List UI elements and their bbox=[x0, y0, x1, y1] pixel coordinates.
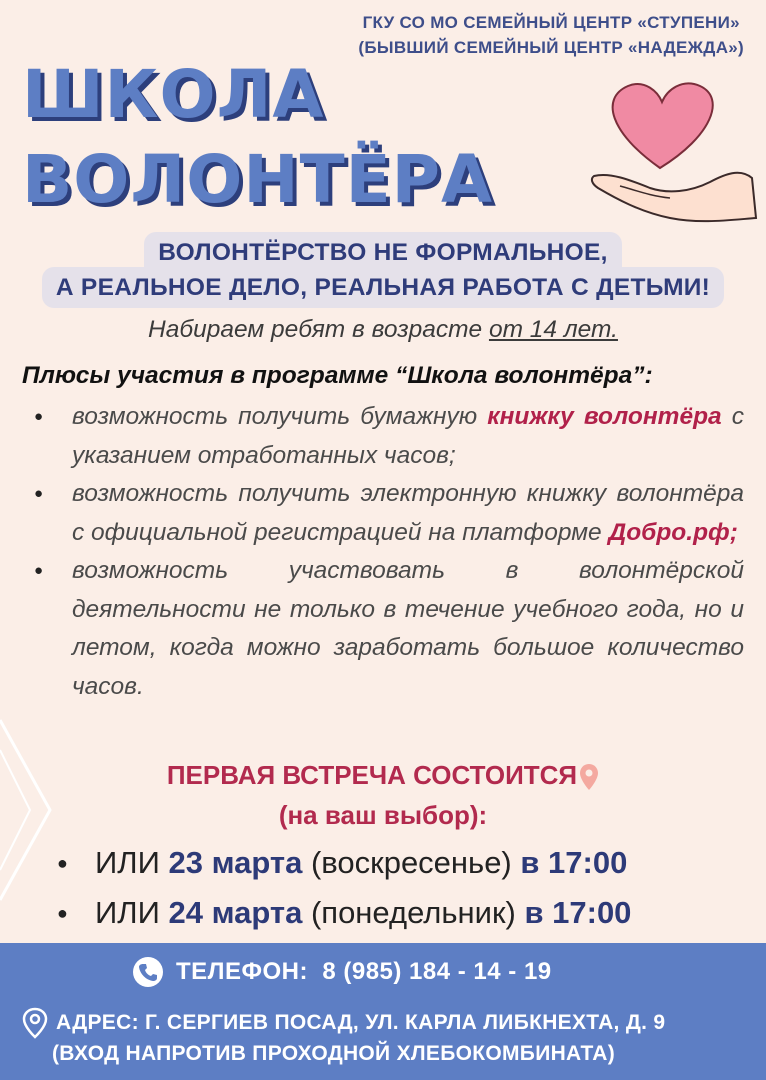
phone-number[interactable]: 8 (985) 184 - 14 - 19 bbox=[322, 958, 552, 985]
date-option bbox=[55, 888, 631, 938]
recruit-age: от 14 лет. bbox=[488, 316, 618, 343]
contacts-footer bbox=[0, 943, 766, 1080]
date-or: ИЛИ bbox=[95, 845, 169, 880]
slogan bbox=[0, 232, 766, 308]
benefits-title: Плюсы участия в программе “Школа волонтёра”: bbox=[22, 362, 653, 389]
benefit-text: возможность получить бумажную bbox=[72, 403, 488, 430]
map-pin-icon bbox=[579, 763, 599, 791]
org-line-1: ГКУ СО МО СЕМЕЙНЫЙ ЦЕНТР «СТУПЕНИ» bbox=[362, 13, 740, 32]
benefit-highlight: Добро.рф; bbox=[608, 518, 738, 546]
benefit-text: возможность участвовать в волонтёрской деятельности не только в течение учебного года, но и летом, когда можно заработать большое количество часов. bbox=[72, 557, 744, 700]
phone-label: ТЕЛЕФОН: bbox=[176, 958, 308, 985]
address-line-1: АДРЕС: Г. СЕРГИЕВ ПОСАД, УЛ. КАРЛА ЛИБКНЕХТА, Д. 9 bbox=[56, 1011, 666, 1034]
date-option bbox=[55, 838, 631, 888]
date-value: 23 марта bbox=[168, 845, 303, 880]
page-title-line-2: ВОЛОНТЁРА bbox=[22, 141, 494, 218]
heart-in-hand-icon bbox=[590, 68, 760, 233]
benefit-item bbox=[22, 398, 744, 475]
meeting-subtitle: (на ваш выбор): bbox=[278, 800, 488, 830]
address bbox=[52, 1007, 666, 1069]
date-weekday: (воскресенье) bbox=[302, 845, 521, 880]
phone-line bbox=[176, 955, 552, 989]
meeting-announcement bbox=[0, 755, 766, 835]
slogan-line-1: ВОЛОНТЁРСТВО НЕ ФОРМАЛЬНОЕ, bbox=[144, 232, 622, 269]
meeting-title: ПЕРВАЯ ВСТРЕЧА СОСТОИТСЯ bbox=[166, 760, 578, 790]
address-line-2: (ВХОД НАПРОТИВ ПРОХОДНОЙ ХЛЕБОКОМБИНАТА) bbox=[52, 1042, 616, 1065]
phone-icon bbox=[132, 956, 164, 988]
benefits-list bbox=[22, 398, 744, 706]
date-or: ИЛИ bbox=[95, 895, 169, 930]
benefit-item bbox=[22, 552, 744, 706]
date-time: в 17:00 bbox=[520, 845, 628, 880]
page-title-line-1: ШКОЛА bbox=[22, 56, 325, 133]
org-line-2: (БЫВШИЙ СЕМЕЙНЫЙ ЦЕНТР «НАДЕЖДА») bbox=[358, 38, 744, 57]
date-time: в 17:00 bbox=[524, 895, 632, 930]
meeting-dates bbox=[55, 838, 631, 938]
recruit-text bbox=[0, 316, 766, 344]
date-weekday: (понедельник) bbox=[302, 895, 525, 930]
location-pin-icon bbox=[22, 1007, 48, 1039]
recruit-label: Набираем ребят в возрасте bbox=[148, 316, 489, 343]
organization-name bbox=[358, 10, 744, 60]
date-value: 24 марта bbox=[168, 895, 303, 930]
benefit-item bbox=[22, 475, 744, 552]
slogan-line-2: А РЕАЛЬНОЕ ДЕЛО, РЕАЛЬНАЯ РАБОТА С ДЕТЬМИ! bbox=[42, 267, 724, 308]
benefit-highlight: книжку волонтёра bbox=[487, 403, 722, 430]
benefit-text: возможность получить электронную книжку волонтёра с официальной регистрацией на платформе bbox=[72, 480, 744, 546]
benefit-text-end: с указанием отработанных часов; bbox=[72, 403, 744, 469]
